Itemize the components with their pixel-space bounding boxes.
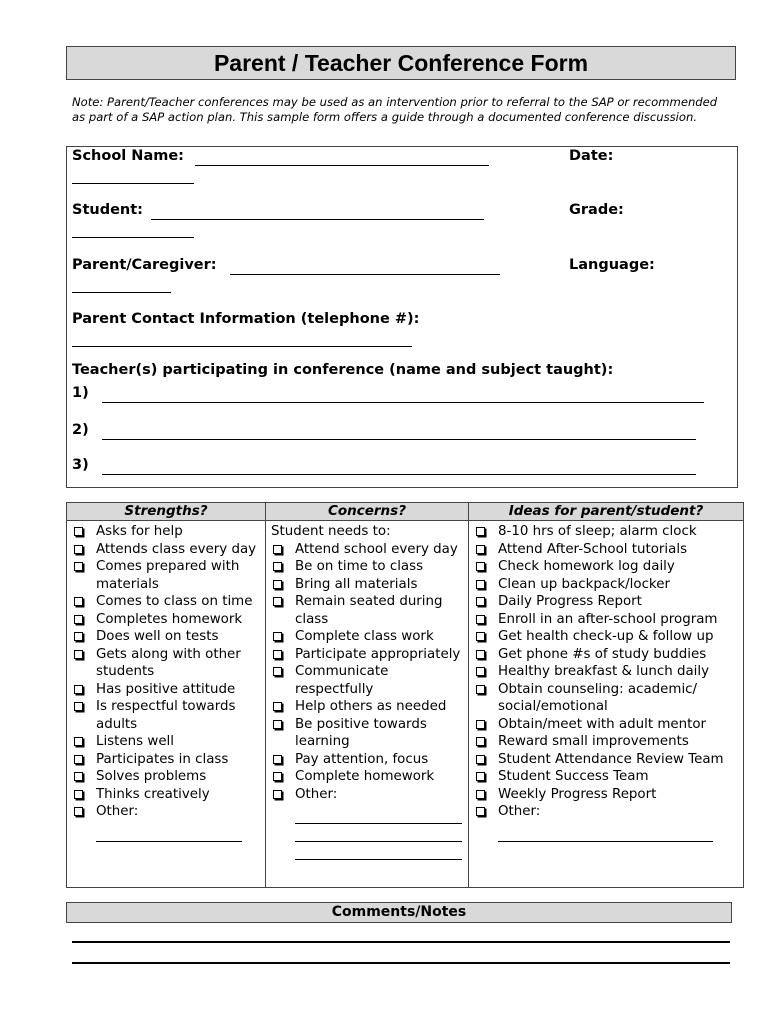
checkbox-icon[interactable] <box>476 685 485 694</box>
idea-item-label: Get health check-up & follow up <box>498 629 714 644</box>
concern-item[interactable] <box>271 558 464 576</box>
checkbox-icon[interactable] <box>476 737 485 746</box>
ideas-header: Ideas for parent/student? <box>469 503 743 521</box>
checkbox-icon[interactable] <box>273 790 282 799</box>
checkbox-icon[interactable] <box>74 737 83 746</box>
strength-item-label: Solves problems <box>96 769 207 784</box>
checkbox-icon[interactable] <box>476 650 485 659</box>
concern-item-label: Participate appropriately <box>295 646 461 662</box>
idea-item[interactable] <box>474 558 739 576</box>
checkbox-icon[interactable] <box>476 667 485 676</box>
idea-item-label: Enroll in an after-school program <box>498 611 718 627</box>
checkbox-icon[interactable] <box>273 772 282 781</box>
language-label: Language: <box>569 257 655 273</box>
checkbox-icon[interactable] <box>74 545 83 554</box>
checkbox-icon[interactable] <box>74 685 83 694</box>
form-title: Parent / Teacher Conference Form <box>66 46 736 80</box>
date-label: Date: <box>569 148 614 164</box>
checkbox-icon[interactable] <box>74 772 83 781</box>
idea-item-label: Get phone #s of study buddies <box>498 646 707 662</box>
teacher-3-number: 3) <box>72 457 89 473</box>
concern-item-label: Complete class work <box>295 629 434 644</box>
strength-item-label: Listens well <box>96 734 174 749</box>
checkbox-icon[interactable] <box>273 545 282 554</box>
teacher-3-field[interactable] <box>102 474 696 475</box>
strength-item-label: Asks for help <box>96 524 183 539</box>
concern-other-blank[interactable] <box>295 813 462 824</box>
idea-item-label: Other: <box>498 804 541 819</box>
parent-caregiver-field[interactable] <box>230 274 500 275</box>
checkbox-icon[interactable] <box>273 720 282 729</box>
concern-item[interactable] <box>271 576 464 594</box>
idea-item-label: Clean up backpack/locker <box>498 576 670 592</box>
parent-contact-field[interactable] <box>72 346 412 347</box>
checkbox-icon[interactable] <box>273 580 282 589</box>
checkbox-icon[interactable] <box>273 650 282 659</box>
strength-item-label: Thinks creatively <box>96 786 210 802</box>
idea-item[interactable] <box>474 681 739 716</box>
idea-item[interactable] <box>474 523 739 541</box>
checkbox-icon[interactable] <box>74 807 83 816</box>
idea-item-label: Obtain counseling: academic/ social/emotional <box>498 681 698 714</box>
strength-item[interactable] <box>72 786 261 804</box>
checkbox-icon[interactable] <box>74 615 83 624</box>
teacher-2-field[interactable] <box>102 439 696 440</box>
concern-item-label: Be on time to class <box>295 559 424 574</box>
concern-item[interactable] <box>271 698 464 716</box>
date-field[interactable] <box>72 183 194 184</box>
checkbox-icon[interactable] <box>476 790 485 799</box>
checkbox-icon[interactable] <box>476 755 485 764</box>
parent-caregiver-label: Parent/Caregiver: <box>72 257 217 273</box>
checkbox-icon[interactable] <box>74 702 83 711</box>
idea-item[interactable] <box>474 663 739 681</box>
checkbox-icon[interactable] <box>476 527 485 536</box>
checkbox-icon[interactable] <box>74 755 83 764</box>
strength-item[interactable] <box>72 593 261 611</box>
concern-item-label: Complete homework <box>295 769 435 784</box>
grade-field[interactable] <box>72 237 194 238</box>
parent-contact-label: Parent Contact Information (telephone #): <box>72 311 420 327</box>
checkbox-icon[interactable] <box>74 650 83 659</box>
concern-item[interactable] <box>271 541 464 559</box>
strength-item[interactable] <box>72 733 261 751</box>
strength-item-label: Comes prepared with materials <box>96 559 240 592</box>
concern-item[interactable] <box>271 593 464 628</box>
concern-item[interactable] <box>271 751 464 769</box>
checkbox-icon[interactable] <box>476 720 485 729</box>
checkbox-icon[interactable] <box>273 632 282 641</box>
concern-item-label: Remain seated during class <box>295 594 443 627</box>
idea-item-label: Obtain/meet with adult mentor <box>498 716 707 732</box>
strength-other-blank[interactable] <box>96 831 242 842</box>
checkbox-icon[interactable] <box>476 580 485 589</box>
idea-item[interactable] <box>474 733 739 751</box>
checkbox-icon[interactable] <box>74 790 83 799</box>
strength-item[interactable] <box>72 768 261 786</box>
strength-item-label: Has positive attitude <box>96 681 236 697</box>
strengths-list <box>67 521 265 842</box>
checkbox-icon[interactable] <box>273 667 282 676</box>
concern-item-label: Bring all materials <box>295 576 418 592</box>
idea-other-blank[interactable] <box>498 831 713 842</box>
conference-table <box>66 502 744 888</box>
idea-item[interactable] <box>474 803 739 842</box>
concern-item-label: Communicate respectfully <box>295 664 389 697</box>
strength-item-label: Does well on tests <box>96 629 219 644</box>
concern-other-blank[interactable] <box>295 831 462 842</box>
checkbox-icon[interactable] <box>476 545 485 554</box>
comments-line-2[interactable] <box>72 962 730 964</box>
concerns-header: Concerns? <box>266 503 468 521</box>
checkbox-icon[interactable] <box>74 632 83 641</box>
checkbox-icon[interactable] <box>476 772 485 781</box>
idea-item-label: Student Success Team <box>498 769 649 784</box>
strength-item-label: Gets along with other students <box>96 646 241 679</box>
strength-item[interactable] <box>72 523 261 541</box>
idea-item[interactable] <box>474 768 739 786</box>
strengths-column <box>67 503 265 887</box>
student-field[interactable] <box>151 219 484 220</box>
concern-item-label: Be positive towards learning <box>295 716 427 749</box>
idea-item-label: Check homework log daily <box>498 559 675 574</box>
strength-item[interactable] <box>72 751 261 769</box>
ideas-list <box>469 521 743 842</box>
checkbox-icon[interactable] <box>476 632 485 641</box>
language-field[interactable] <box>72 292 171 293</box>
strength-item-label: Attends class every day <box>96 541 257 557</box>
idea-item-label: Attend After-School tutorials <box>498 541 688 557</box>
teachers-label: Teacher(s) participating in conference (name and subject taught): <box>72 362 614 378</box>
idea-item[interactable] <box>474 786 739 804</box>
strength-item[interactable] <box>72 803 261 842</box>
idea-item-label: Student Attendance Review Team <box>498 751 724 767</box>
concern-other-blank[interactable] <box>295 849 462 860</box>
strength-item-label: Comes to class on time <box>96 594 253 609</box>
concern-item[interactable] <box>271 663 464 698</box>
strength-item[interactable] <box>72 698 261 733</box>
strength-item-label: Completes homework <box>96 611 243 627</box>
checkbox-icon[interactable] <box>273 562 282 571</box>
idea-item-label: Daily Progress Report <box>498 594 642 609</box>
strength-item[interactable] <box>72 646 261 681</box>
teacher-1-number: 1) <box>72 385 89 401</box>
idea-item[interactable] <box>474 628 739 646</box>
checkbox-icon[interactable] <box>476 562 485 571</box>
strength-item[interactable] <box>72 558 261 593</box>
comments-header: Comments/Notes <box>66 902 732 923</box>
form-note: Note: Parent/Teacher conferences may be used as an intervention prior to referral to the SAP or recommended as part of a SAP action plan. This sample form offers a guide through a documented conference discussion. <box>72 95 718 124</box>
ideas-column <box>468 503 743 887</box>
idea-item-label: Healthy breakfast & lunch daily <box>498 664 710 679</box>
concern-item-label: Attend school every day <box>295 541 458 557</box>
checkbox-icon[interactable] <box>74 597 83 606</box>
idea-item[interactable] <box>474 716 739 734</box>
concerns-intro: Student needs to: <box>271 524 391 539</box>
concern-item[interactable] <box>271 646 464 664</box>
concern-item[interactable] <box>271 768 464 786</box>
idea-item-label: Reward small improvements <box>498 734 689 749</box>
checkbox-icon[interactable] <box>74 527 83 536</box>
checkbox-icon[interactable] <box>273 755 282 764</box>
grade-label: Grade: <box>569 202 624 218</box>
idea-item[interactable] <box>474 541 739 559</box>
teacher-1-field[interactable] <box>102 402 704 403</box>
checkbox-icon[interactable] <box>476 615 485 624</box>
concern-item[interactable] <box>271 786 464 861</box>
strengths-header: Strengths? <box>67 503 265 521</box>
strength-item[interactable] <box>72 681 261 699</box>
strength-item-label: Other: <box>96 804 139 819</box>
concerns-column <box>265 503 468 887</box>
school-name-field[interactable] <box>195 165 489 166</box>
idea-item[interactable] <box>474 611 739 629</box>
strength-item[interactable] <box>72 541 261 559</box>
strength-item-label: Is respectful towards adults <box>96 699 236 732</box>
concern-item-label: Other: <box>295 786 338 802</box>
strength-item[interactable] <box>72 628 261 646</box>
idea-item[interactable] <box>474 593 739 611</box>
checkbox-icon[interactable] <box>273 597 282 606</box>
idea-item[interactable] <box>474 646 739 664</box>
student-label: Student: <box>72 202 143 218</box>
checkbox-icon[interactable] <box>476 597 485 606</box>
concern-item-label: Pay attention, focus <box>295 751 429 767</box>
info-section <box>66 146 738 488</box>
concern-item[interactable] <box>271 628 464 646</box>
strength-item[interactable] <box>72 611 261 629</box>
concerns-list <box>266 521 468 860</box>
concern-item[interactable] <box>271 716 464 751</box>
idea-item-label: Weekly Progress Report <box>498 786 657 802</box>
school-name-label: School Name: <box>72 148 184 164</box>
idea-item[interactable] <box>474 751 739 769</box>
concern-item-label: Help others as needed <box>295 699 447 714</box>
checkbox-icon[interactable] <box>476 807 485 816</box>
strength-item-label: Participates in class <box>96 751 229 767</box>
idea-item[interactable] <box>474 576 739 594</box>
checkbox-icon[interactable] <box>273 702 282 711</box>
comments-line-1[interactable] <box>72 941 730 943</box>
teacher-2-number: 2) <box>72 422 89 438</box>
idea-item-label: 8-10 hrs of sleep; alarm clock <box>498 524 697 539</box>
checkbox-icon[interactable] <box>74 562 83 571</box>
